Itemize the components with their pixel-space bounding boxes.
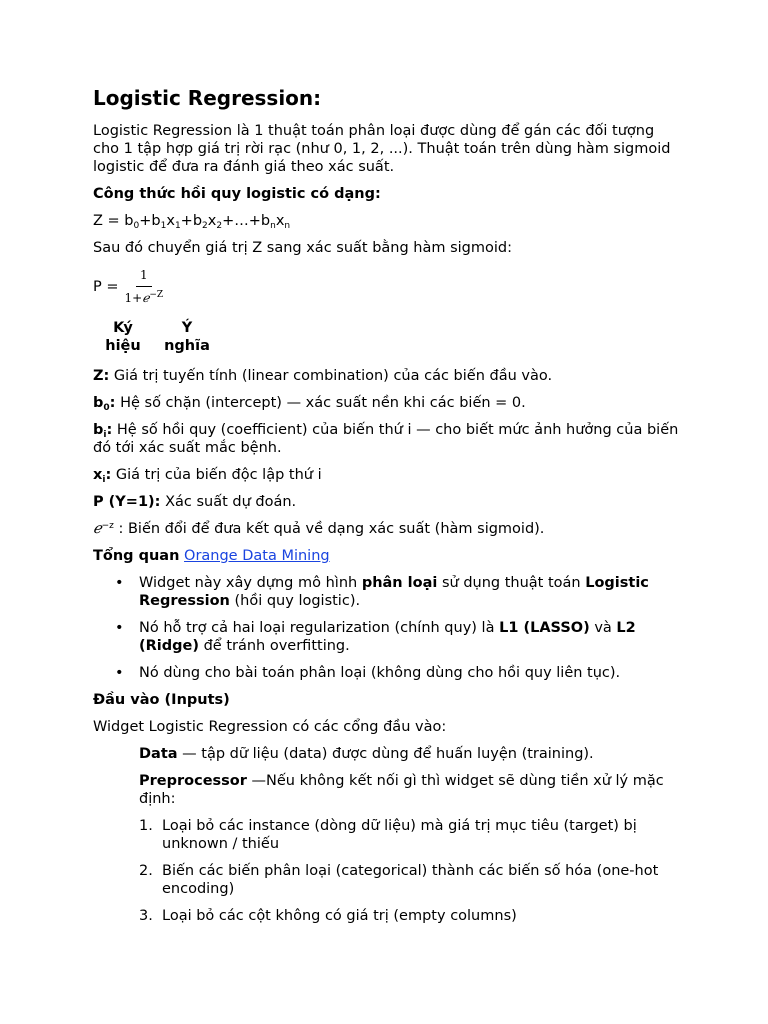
inputs-intro: Widget Logistic Regression có các cổng đầu vào: xyxy=(93,719,447,735)
list-item xyxy=(93,907,683,925)
intro-paragraph: Logistic Regression là 1 thuật toán phân loại được dùng để gán các đối tượng cho 1 tập hợp giá trị rời rạc (như 0, 1, 2, ...). Thuật toán trên dùng hàm sigmoid logistic để đưa ra đánh giá theo xác suất. xyxy=(93,123,671,175)
header-meaning: Ý nghĩa xyxy=(164,320,210,354)
text: để tránh overfitting. xyxy=(198,638,350,654)
bold-text: Logistic Regression xyxy=(139,575,649,609)
bold-text: phân loại xyxy=(361,575,438,591)
text: (hồi quy logistic). xyxy=(229,593,361,609)
preprocess-steps xyxy=(93,817,683,925)
sigmoid-formula xyxy=(93,266,683,307)
header-symbol: Ký hiệu xyxy=(105,320,141,354)
text: sử dụng thuật toán xyxy=(437,575,586,591)
term-subscript: 0 xyxy=(103,403,110,413)
sigmoid-intro: Sau đó chuyển giá trị Z sang xác suất bằng hàm sigmoid: xyxy=(93,240,512,256)
input-preprocessor xyxy=(139,772,683,808)
denominator-exponent: −Z xyxy=(149,290,164,300)
text: Nó hỗ trợ cả hai loại regularization (chính quy) là xyxy=(139,620,500,636)
term-letter: b xyxy=(93,422,104,438)
symbol-term: P (Y=1): xyxy=(93,494,161,510)
list-item xyxy=(93,817,683,853)
list-number: 1. xyxy=(139,818,153,834)
input-data xyxy=(139,745,683,763)
symbol-term: Z: xyxy=(93,368,110,384)
denominator-prefix: 1+ xyxy=(124,291,143,305)
symbol-desc: Hệ số chặn (intercept) — xác suất nền khi các biến = 0. xyxy=(115,395,526,411)
page-title: Logistic Regression: xyxy=(93,86,322,110)
fraction-numerator: 1 xyxy=(136,266,152,287)
term-colon: : xyxy=(105,467,112,483)
linear-formula: $Z = b_0+b_1x_1+b_2x_2+\dots+b_nx_n$ xyxy=(93,213,291,231)
term-colon: : xyxy=(106,422,113,438)
symbol-xi xyxy=(93,466,683,484)
input-desc: — tập dữ liệu (data) được dùng để huấn luyện (training). xyxy=(177,746,594,762)
overview-bullets xyxy=(93,574,683,682)
input-desc: —Nếu không kết nối gì thì widget sẽ dùng tiền xử lý mặc định: xyxy=(139,773,664,807)
term-subscript: i xyxy=(103,430,107,440)
symbol-e xyxy=(93,520,683,538)
symbol-desc: Giá trị tuyến tính (linear combination) của các biến đầu vào. xyxy=(109,368,553,384)
input-term: Preprocessor xyxy=(139,773,247,789)
list-item xyxy=(93,619,683,655)
bold-text: L1 (LASSO) xyxy=(499,620,590,636)
formula-lhs: P = xyxy=(93,278,119,295)
e-exponent: −z xyxy=(101,521,114,531)
symbol-desc: : Biến đổi để đưa kết quả về dạng xác suất (hàm sigmoid). xyxy=(113,521,545,537)
symbol-z xyxy=(93,367,683,385)
document-content xyxy=(93,86,683,934)
term-subscript: i xyxy=(102,475,106,485)
symbol-b0 xyxy=(93,394,683,412)
euler-e-symbol: ℯ xyxy=(142,291,150,305)
term-colon: : xyxy=(109,395,116,411)
term-letter: x xyxy=(93,467,103,483)
formula-heading: Công thức hồi quy logistic có dạng: xyxy=(93,186,381,202)
symbol-term xyxy=(93,422,112,438)
list-item xyxy=(93,574,683,610)
symbol-table-header xyxy=(93,319,683,355)
euler-e-symbol: ℯ xyxy=(93,521,102,537)
symbol-desc: Giá trị của biến độc lập thứ i xyxy=(111,467,322,483)
list-number: 3. xyxy=(139,908,153,924)
term-letter: b xyxy=(93,395,104,411)
overview-label: Tổng quan xyxy=(93,548,180,564)
symbol-bi xyxy=(93,421,683,457)
list-number: 2. xyxy=(139,863,153,879)
inputs-heading: Đầu vào (Inputs) xyxy=(93,692,230,708)
symbol-term xyxy=(93,395,115,411)
step-text: Loại bỏ các cột không có giá trị (empty columns) xyxy=(162,908,517,924)
symbol-desc: Hệ số hồi quy (coefficient) của biến thứ i — cho biết mức ảnh hưởng của biến đó tới xác suất mắc bệnh. xyxy=(93,422,679,456)
text: Widget này xây dựng mô hình xyxy=(139,575,362,591)
list-item xyxy=(93,664,683,682)
text: và xyxy=(589,620,617,636)
bold-text: L2 (Ridge) xyxy=(139,620,636,654)
list-item xyxy=(93,862,683,898)
symbol-p xyxy=(93,493,683,511)
symbol-term xyxy=(93,467,111,483)
step-text: Biến các biến phân loại (categorical) thành các biến số hóa (one-hot encoding) xyxy=(162,863,659,897)
step-text: Loại bỏ các instance (dòng dữ liệu) mà giá trị mục tiêu (target) bị unknown / thiếu xyxy=(162,818,637,852)
fraction xyxy=(125,266,164,307)
text: Nó dùng cho bài toán phân loại (không dùng cho hồi quy liên tục). xyxy=(139,665,621,681)
orange-data-mining-link[interactable]: Orange Data Mining xyxy=(184,548,330,564)
symbol-desc: Xác suất dự đoán. xyxy=(160,494,297,510)
overview-line xyxy=(93,547,683,565)
input-term: Data xyxy=(139,746,178,762)
fraction-denominator xyxy=(125,287,164,307)
